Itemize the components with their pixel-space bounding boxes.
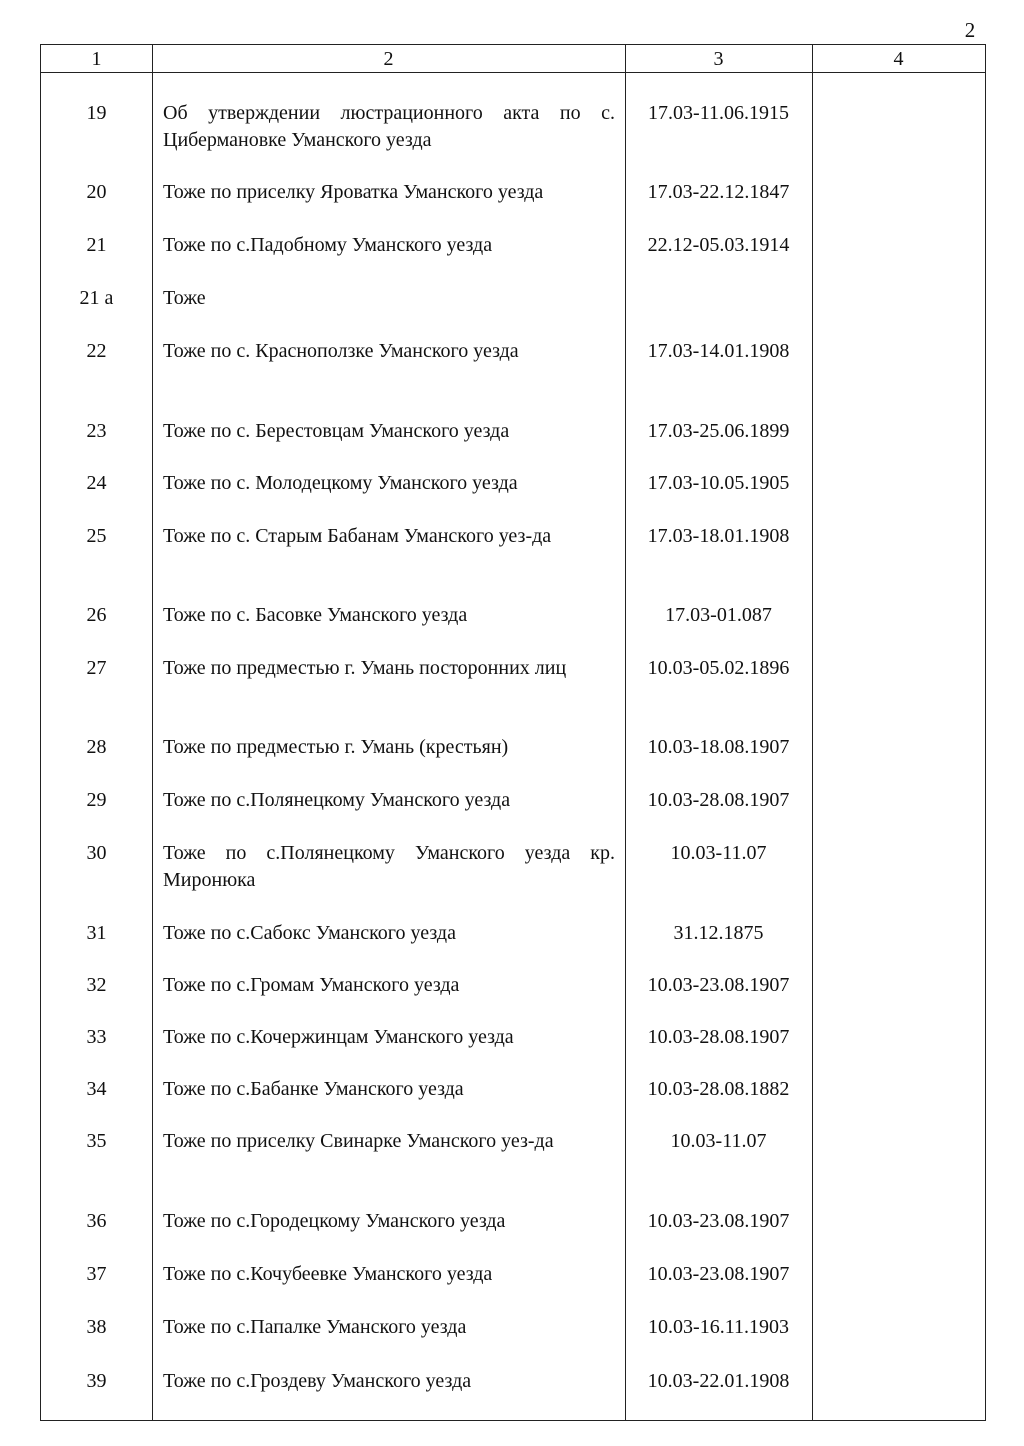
column-divider (152, 45, 153, 1420)
row-number: 21 (86, 234, 107, 256)
row-number: 33 (86, 1026, 107, 1048)
row-date: 10.03-11.07 (670, 1130, 767, 1152)
row-description: Тоже по с.Сабокс Уманского уезда (163, 922, 456, 944)
row-description: Тоже по приселку Яроватка Уманского уезда (163, 181, 544, 203)
row-description: Тоже по с. Красноползке Уманского уезда (163, 340, 519, 362)
row-date: 31.12.1875 (673, 922, 764, 944)
row-number: 28 (86, 736, 107, 758)
row-date: 10.03-23.08.1907 (647, 1263, 790, 1285)
row-date: 10.03-11.07 (670, 842, 767, 864)
row-date: 10.03-28.08.1907 (647, 1026, 790, 1048)
row-number: 23 (86, 420, 107, 442)
row-description: Тоже по предместью г. Умань (крестьян) (163, 736, 509, 758)
row-number: 27 (86, 657, 107, 679)
row-description: Тоже по с.Падобному Уманского уезда (163, 234, 493, 256)
row-number: 34 (86, 1078, 107, 1100)
row-number: 35 (86, 1130, 107, 1152)
row-date: 10.03-18.08.1907 (647, 736, 790, 758)
header-col-4: 4 (893, 48, 904, 70)
header-col-2: 2 (383, 48, 394, 70)
row-date: 17.03-11.06.1915 (648, 102, 789, 124)
row-date: 10.03-23.08.1907 (647, 1210, 790, 1232)
row-number: 39 (86, 1370, 107, 1392)
row-date: 17.03-14.01.1908 (647, 340, 790, 362)
row-number: 26 (86, 604, 107, 626)
row-number: 29 (86, 789, 107, 811)
row-description: Тоже по с.Полянецкому Уманского уезда кр. Миронюка (163, 842, 615, 891)
row-description: Тоже по с.Бабанке Уманского уезда (163, 1078, 464, 1100)
row-number: 32 (86, 974, 107, 996)
row-number: 31 (86, 922, 107, 944)
row-date: 17.03-10.05.1905 (647, 472, 790, 494)
row-description: Тоже по с.Кочержинцам Уманского уезда (163, 1026, 514, 1048)
row-number: 37 (86, 1263, 107, 1285)
row-description: Тоже по с.Кочубеевке Уманского уезда (163, 1263, 493, 1285)
row-date: 17.03-22.12.1847 (647, 181, 790, 203)
row-number: 38 (86, 1316, 107, 1338)
row-date: 17.03-25.06.1899 (647, 420, 790, 442)
row-date: 10.03-22.01.1908 (647, 1370, 790, 1392)
header-col-3: 3 (713, 48, 724, 70)
row-number: 21 а (79, 287, 114, 309)
row-number: 19 (86, 102, 107, 124)
header-col-1: 1 (91, 48, 102, 70)
row-description: Тоже по с.Городецкому Уманского уезда (163, 1210, 506, 1232)
page-number: 2 (964, 18, 976, 42)
row-date: 10.03-05.02.1896 (647, 657, 790, 679)
row-date: 10.03-28.08.1907 (647, 789, 790, 811)
archive-table (40, 44, 986, 1421)
row-date: 10.03-16.11.1903 (648, 1316, 789, 1338)
row-description: Тоже по с.Гроздеву Уманского уезда (163, 1370, 472, 1392)
row-number: 25 (86, 525, 107, 547)
row-description: Тоже по предместью г. Умань посторонних лиц (163, 657, 567, 679)
row-description: Тоже по с. Басовке Уманского уезда (163, 604, 468, 626)
row-date: 10.03-28.08.1882 (647, 1078, 790, 1100)
row-date: 17.03-18.01.1908 (647, 525, 790, 547)
row-date: 10.03-23.08.1907 (647, 974, 790, 996)
row-date: 22.12-05.03.1914 (647, 234, 790, 256)
row-number: 30 (86, 842, 107, 864)
header-divider (41, 72, 985, 73)
row-description: Тоже по с.Полянецкому Уманского уезда (163, 789, 511, 811)
row-description: Тоже по с. Молодецкому Уманского уезда (163, 472, 518, 494)
row-description: Тоже по приселку Свинарке Уманского уез-да (163, 1130, 554, 1152)
row-number: 24 (86, 472, 107, 494)
row-description: Тоже по с.Папалке Уманского уезда (163, 1316, 467, 1338)
row-description: Тоже (163, 287, 206, 309)
row-number: 36 (86, 1210, 107, 1232)
row-number: 22 (86, 340, 107, 362)
row-description: Тоже по с.Громам Уманского уезда (163, 974, 460, 996)
row-description: Об утверждении люстрационного акта по с. Цибермановке Уманского уезда (163, 102, 615, 151)
row-description: Тоже по с. Старым Бабанам Уманского уез-да (163, 525, 552, 547)
column-divider (812, 45, 813, 1420)
row-number: 20 (86, 181, 107, 203)
row-description: Тоже по с. Берестовцам Уманского уезда (163, 420, 510, 442)
row-date: 17.03-01.087 (665, 604, 772, 626)
